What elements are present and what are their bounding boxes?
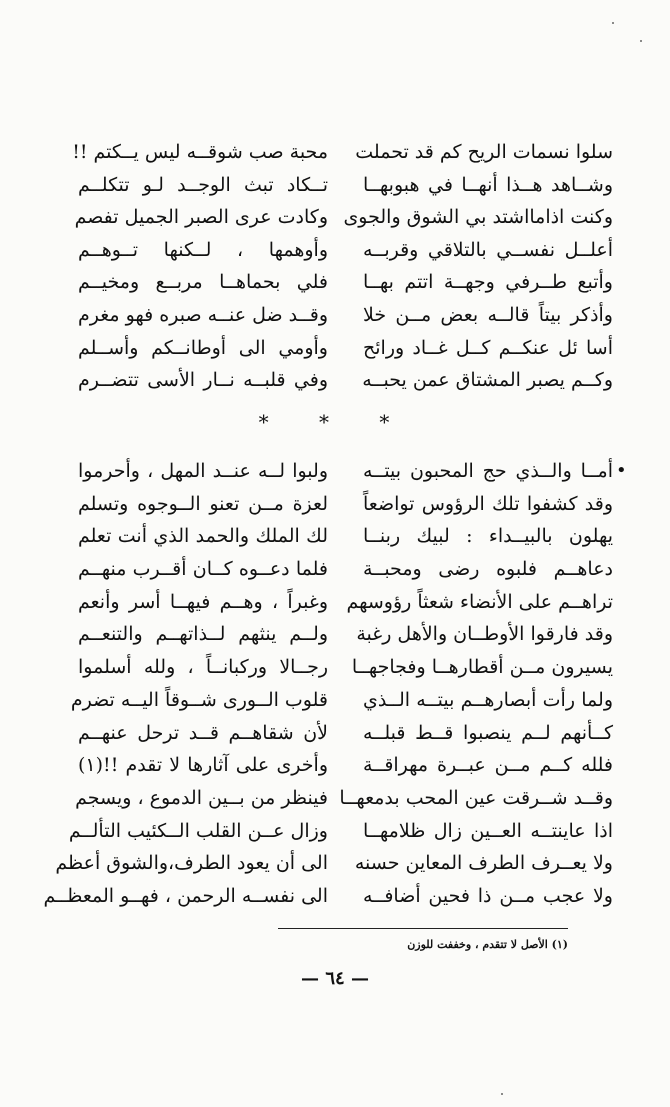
verse-first-hemistich: يسيرون مــن أقطارهــا وفجاجهــا	[351, 656, 613, 679]
verse-first-hemistich: وأذكر بيتاً قالــه بعض مــن خلا	[363, 303, 613, 326]
verse-line	[78, 488, 613, 521]
verse-second-hemistich: وأوهمها ، لــكنها تــوهــم	[78, 238, 328, 261]
poem-stanza-2	[43, 455, 613, 913]
verse-first-hemistich: أسا ئل عنكــم كــل غــاد ورائح	[363, 336, 613, 359]
verse-first-hemistich: فلله كــم مــن عبــرة مهراقــة	[363, 754, 613, 777]
verse-line	[68, 815, 613, 848]
verse-second-hemistich: وكادت عرى الصبر الجميل تفصم	[74, 206, 328, 229]
verse-first-hemistich: وأتبع طــرفي وجهــة اتتم بهــا	[363, 271, 613, 294]
verse-line	[78, 749, 613, 782]
verse-line	[78, 618, 613, 651]
verse-first-hemistich: كــأنهم لــم ينصبوا قــط قبلــه	[363, 721, 613, 744]
verse-first-hemistich: وكنت اذامااشتد بي الشوق والجوى	[343, 206, 613, 229]
verse-line	[78, 169, 613, 202]
verse-line	[78, 553, 613, 586]
poem-stanza-1	[72, 136, 613, 397]
section-separator: * * *	[258, 410, 412, 434]
verse-second-hemistich: وغبراً ، وهــم فيهــا أسر وأنعم	[78, 590, 328, 613]
verse-first-hemistich: يهلون بالبيــداء : لبيك ربنــا	[363, 525, 613, 548]
verse-line	[78, 266, 613, 299]
verse-second-hemistich: فينظر من بــين الدموع ، ويسجم	[75, 786, 328, 809]
verse-second-hemistich: وأومي الى أوطانــكم وأســلم	[78, 336, 328, 359]
verse-second-hemistich: وفي قلبــه نــار الأسى تتضــرم	[78, 369, 328, 392]
verse-first-hemistich: أمــا والــذي حج المحبون بيتــه	[363, 460, 613, 482]
bullet-marker: •	[616, 460, 627, 481]
verse-first-hemistich: دعاهــم فلبوه رضى ومحبــة	[363, 558, 613, 581]
verse-second-hemistich: تــكاد تبث الوجــد لـو تتكلــم	[78, 173, 328, 196]
verse-line	[70, 684, 613, 717]
verse-first-hemistich: اذا عاينتــه العــين زال ظلامهــا	[363, 819, 613, 842]
verse-second-hemistich: وقــد ضل عنــه صبره فهو مغرم	[77, 303, 328, 326]
verse-line	[78, 717, 613, 750]
verse-second-hemistich: محبة صب شوقــه ليس يــكتم !!	[72, 141, 328, 163]
footnote-rule	[278, 928, 568, 929]
verse-first-hemistich: ولا عجب مــن ذا فحين أضافــه	[363, 884, 613, 907]
verse-line	[43, 880, 613, 913]
verse-line	[78, 332, 613, 365]
page-number: — ٦٤ —	[301, 968, 369, 989]
verse-line	[78, 455, 613, 488]
verse-line	[78, 520, 613, 553]
verse-line	[78, 299, 613, 332]
verse-first-hemistich: تراهــم على الأنضاء شعثاً رؤوسهم	[346, 590, 613, 613]
verse-first-hemistich: ولا يعــرف الطرف المعاين حسنه	[354, 852, 613, 875]
verse-second-hemistich: ولبوا لــه عنــد المهل ، وأحرموا	[78, 460, 328, 482]
verse-first-hemistich: وقد كشفوا تلك الرؤوس تواضعاً	[363, 492, 613, 515]
verse-first-hemistich: سلوا نسمات الريح كم قد تحملت	[355, 141, 613, 163]
verse-line	[78, 651, 613, 684]
verse-second-hemistich: ولــم ينثهم لــذاتهــم والتنعــم	[78, 623, 328, 646]
verse-second-hemistich: لعزة مــن تعنو الــوجوه وتسلم	[78, 492, 328, 515]
verse-second-hemistich: قلوب الــورى شــوقاً اليــه تضرم	[70, 688, 328, 711]
verse-line	[72, 136, 613, 169]
verse-second-hemistich: الى نفســه الرحمن ، فهــو المعظــم	[43, 884, 328, 907]
verse-line	[74, 201, 613, 234]
verse-first-hemistich: أعلــل نفســي بالتلاقي وقربــه	[363, 238, 613, 261]
verse-line	[78, 364, 613, 397]
verse-first-hemistich: وقد فارقوا الأوطــان والأهل رغبة	[356, 623, 613, 646]
verse-second-hemistich: رجــالا وركبانــاً ، ولله أسلموا	[78, 656, 328, 679]
verse-second-hemistich: وزال عــن القلب الــكئيب التألــم	[68, 819, 328, 842]
verse-line	[75, 782, 613, 815]
verse-second-hemistich: فلي بحماهــا مربــع ومخيــم	[78, 271, 328, 294]
verse-second-hemistich: لك الملك والحمد الذي أنت تعلم	[78, 525, 328, 548]
verse-first-hemistich: وكــم يصبر المشتاق عمن يحبــه	[362, 369, 613, 392]
footnote: (١) الأصل لا تتقدم ، وخففت للوزن	[407, 938, 568, 951]
verse-second-hemistich: فلما دعــوه كــان أقــرب منهــم	[78, 558, 328, 581]
scan-speck	[501, 1093, 503, 1095]
verse-first-hemistich: وشــاهد هــذا أنهــا في هبوبهــا	[363, 173, 613, 196]
verse-line	[55, 847, 613, 880]
verse-second-hemistich: لأن شقاهــم قــد ترحل عنهــم	[78, 721, 328, 744]
verse-second-hemistich: الى أن يعود الطرف،والشوق أعظم	[55, 852, 328, 875]
verse-second-hemistich: وأخرى على آثارها لا تقدم !!(١)	[78, 754, 328, 777]
verse-first-hemistich: ولما رأت أبصارهــم بيتــه الــذي	[363, 688, 613, 711]
scan-speck	[612, 22, 614, 24]
verse-line	[78, 586, 613, 619]
scan-speck	[640, 40, 642, 42]
verse-line	[78, 234, 613, 267]
verse-first-hemistich: وقــد شــرقت عين المحب بدمعهــا	[339, 786, 613, 809]
